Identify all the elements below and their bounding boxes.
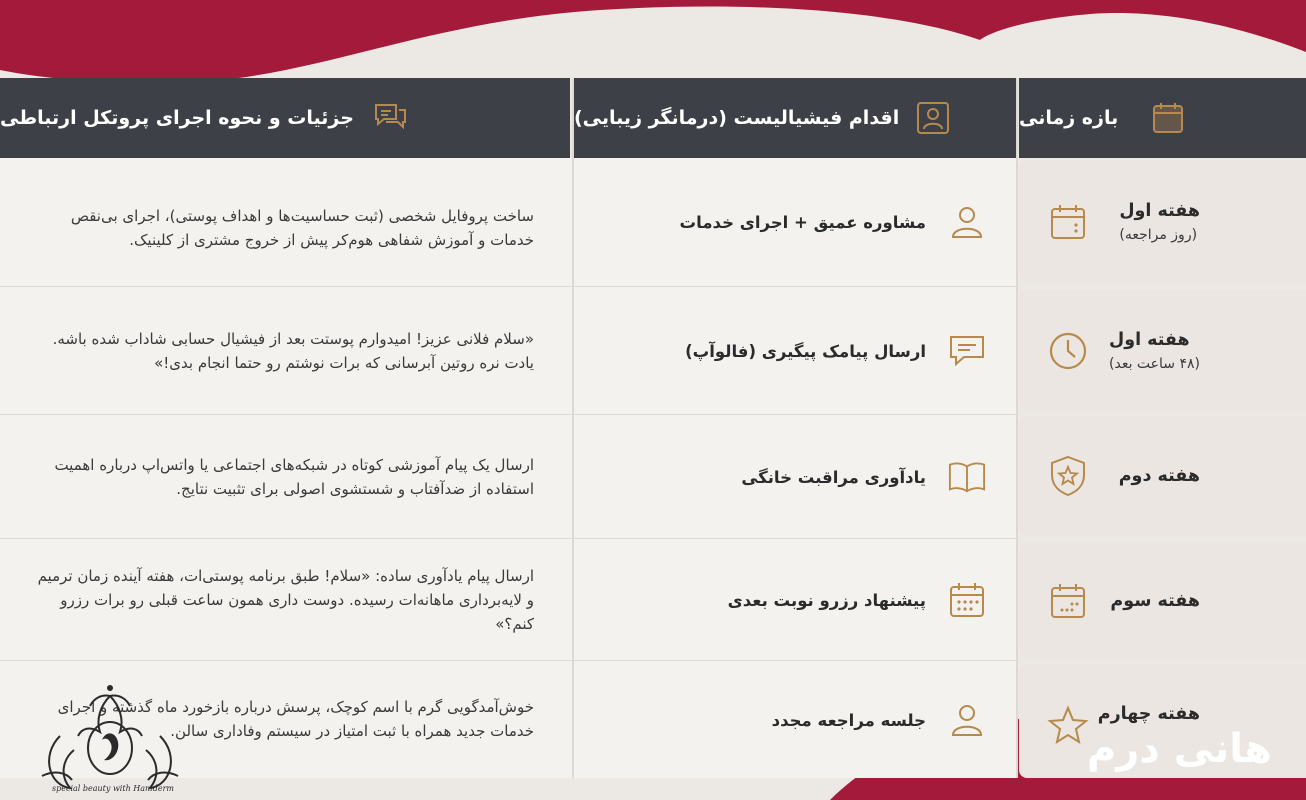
header-details <box>0 78 570 158</box>
action-text: ارسال پیامک پیگیری (فالوآپ) <box>685 341 926 361</box>
book-icon <box>948 458 986 496</box>
brand-name: هانی درم <box>1086 726 1272 772</box>
detail-text: ساخت پروفایل شخصی (ثبت حساسیت‌ها و اهداف پوستی)، اجرای بی‌نقص خدمات و آموزش شفاهی هوم‌کر پیش از خروج مشتری از کلینیک. <box>70 207 534 249</box>
action-text: یادآوری مراقبت خانگی <box>741 467 926 487</box>
header-details-label: جزئیات و نحوه اجرای پروتکل ارتباطی <box>0 107 354 129</box>
detail-text: ارسال پیام یادآوری ساده: «سلام! طبق برنامه پوستی‌ات، هفته آینده زمان ترمیم و لایه‌برداری ماهانه‌ات رسیده. دوست داری همون ساعت قبلی رو برات رزرو کنم؟» <box>37 567 534 633</box>
table-row-action <box>574 662 1016 778</box>
period-label: هفته اول <box>1119 201 1200 221</box>
user-icon <box>948 701 986 739</box>
header-period-label: بازه زمانی <box>1019 107 1119 129</box>
table-row-details <box>0 416 572 538</box>
user-icon <box>913 98 953 138</box>
divider <box>0 538 1016 539</box>
action-text: مشاوره عمیق + اجرای خدمات <box>679 212 926 232</box>
calendar-icon <box>1148 98 1188 138</box>
calendar-grid-icon <box>1047 580 1089 622</box>
period-card <box>1019 290 1306 412</box>
table-row-action <box>574 158 1016 286</box>
detail-text: خوش‌آمدگویی گرم با اسم کوچک، پرسش درباره بازخورد ماه گذشته و اجرای خدمات جدید همراه با ثبت امتیاز در سیستم وفاداری سالن. <box>57 698 534 740</box>
chat-icon <box>948 332 986 370</box>
period-card <box>1019 542 1306 660</box>
period-card <box>1019 416 1306 536</box>
table-row-details <box>0 540 572 660</box>
logo <box>30 676 190 800</box>
star-icon <box>1047 704 1089 746</box>
table-row-action <box>574 416 1016 538</box>
clock-icon <box>1047 330 1089 372</box>
period-label: هفته دوم <box>1118 466 1200 486</box>
divider <box>0 286 1016 287</box>
calendar-grid-icon <box>948 581 986 619</box>
detail-text: ارسال یک پیام آموزشی کوتاه در شبکه‌های اجتماعی یا واتس‌اپ درباره اهمیت استفاده از ضدآفتاب و شستشوی اصولی برای تثبیت نتایج. <box>54 456 534 498</box>
divider <box>1016 78 1018 778</box>
chat-icon <box>370 98 410 138</box>
action-text: پیشنهاد رزرو نوبت بعدی <box>727 590 926 610</box>
header-action <box>574 78 1016 158</box>
table-row-action <box>574 288 1016 414</box>
protocol-table <box>0 78 1306 778</box>
table-row-action <box>574 540 1016 660</box>
header-action-label: اقدام فیشیالیست (درمانگر زیبایی) <box>574 107 900 129</box>
table-row-details <box>0 170 572 286</box>
period-sublabel: (روز مراجعه) <box>1119 227 1198 243</box>
period-card <box>1019 160 1306 284</box>
period-label: هفته اول <box>1109 330 1190 350</box>
header-period <box>1019 78 1306 158</box>
logo-caption: special beauty with Haniderm <box>52 784 174 793</box>
period-label: هفته سوم <box>1110 591 1200 611</box>
period-sublabel: (۴۸ ساعت بعد) <box>1109 356 1200 372</box>
table-row-details <box>0 288 572 414</box>
period-label: هفته چهارم <box>1097 704 1200 724</box>
detail-text: «سلام فلانی عزیز! امیدوارم پوستت بعد از فیشیال حسابی شاداب شده باشه. یادت نره روتین آبرسانی که برات نوشتم رو حتما انجام بدی!» <box>52 330 534 372</box>
divider <box>0 414 1016 415</box>
action-text: جلسه مراجعه مجدد <box>771 710 926 730</box>
user-icon <box>948 203 986 241</box>
divider <box>0 660 1016 661</box>
calendar-icon <box>1047 201 1089 243</box>
shield-star-icon <box>1047 455 1089 497</box>
